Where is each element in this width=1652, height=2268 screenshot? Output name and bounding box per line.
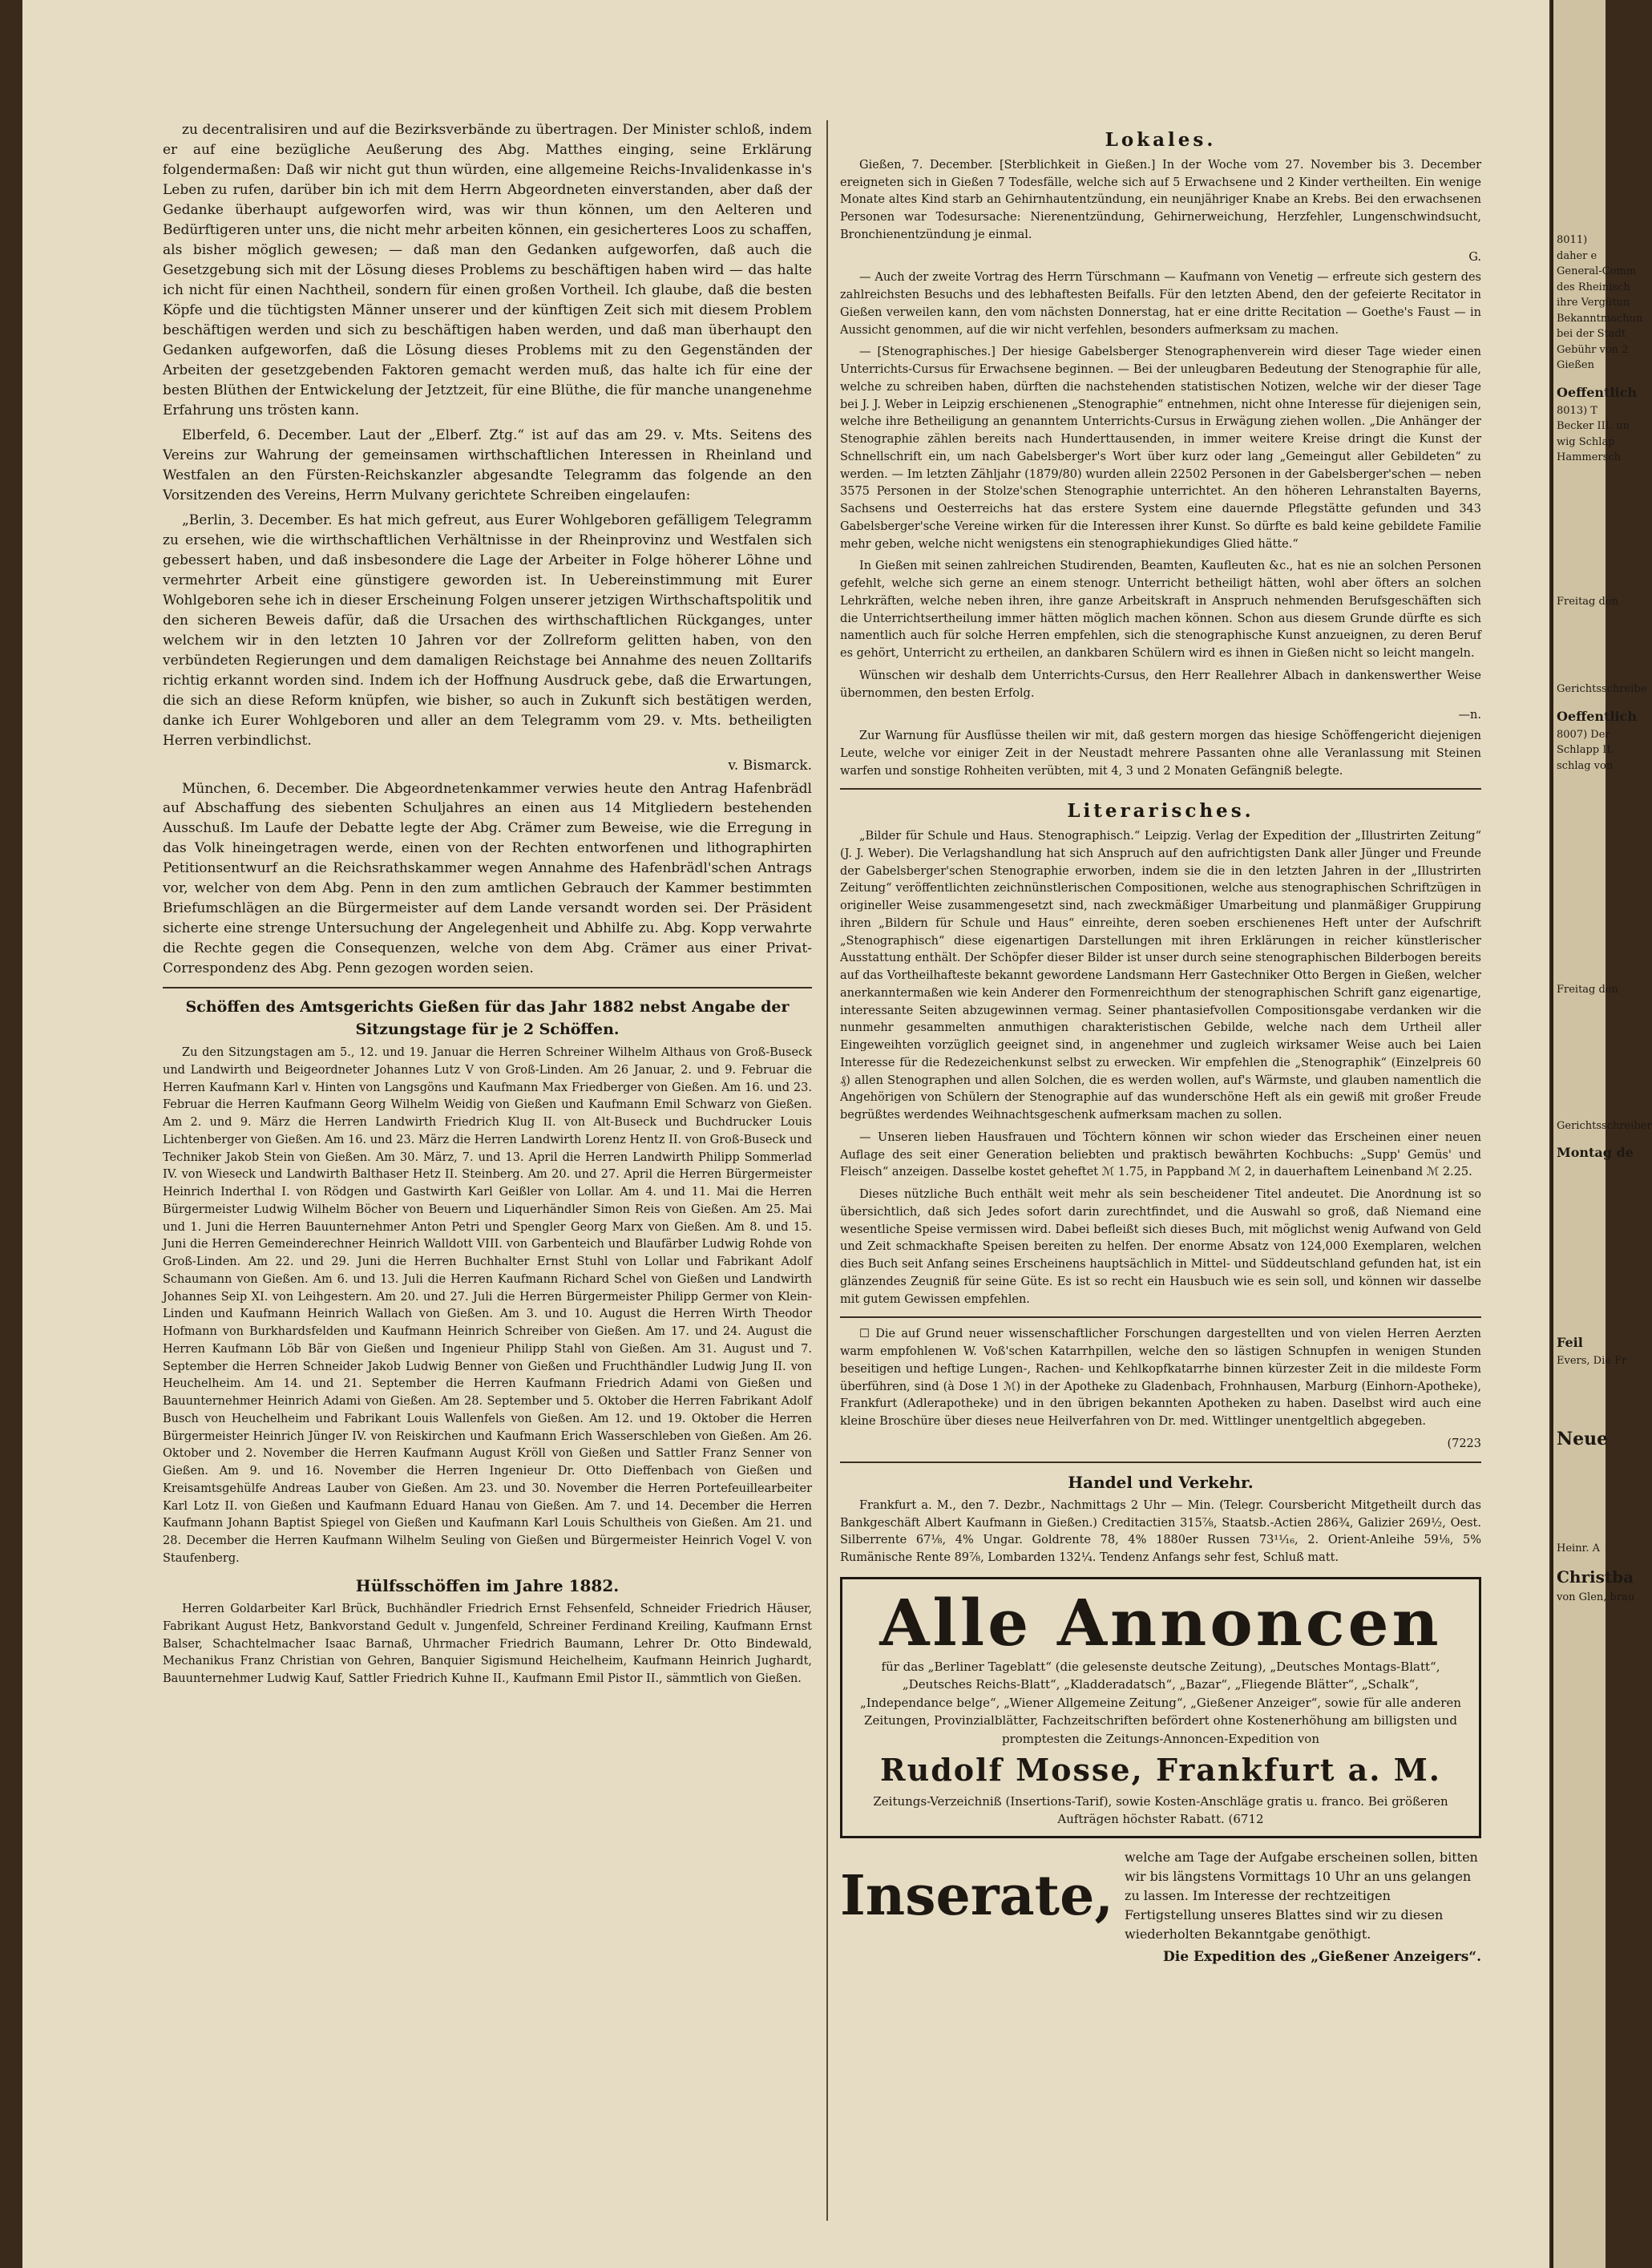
advertisement-mosse [840,1577,1481,1838]
ad-number: (7223 [1447,1437,1481,1450]
heading-huelfsschoeffen: Hülfsschöffen im Jahre 1882. [355,1575,620,1595]
edge-line: Gießen [1557,359,1594,371]
paragraph-elberfeld: Elberfeld, 6. December. Laut der „Elberf. Ztg.“ ist auf das am 29. v. Mts. Seitens des Vereins zur Wahrung der gemeinsamen wirthschaftlichen Interessen in Rheinland und Westfalen an den Fürsten-Reichskanzler abgesandte Telegramm das folgende an den Vorsitzenden des Vereins, Herrn Mulvany gerichtete Schreiben eingelaufen: [163,427,812,503]
signature-expedition: Die Expedition des „Gießener Anzeigers“. [1163,1949,1481,1966]
edge-heading: Neue [1557,1428,1609,1449]
edge-line: 8013) T [1557,404,1597,417]
heading-lokales: Lokales. [1105,129,1217,151]
edge-heading: Oeffentlich [1557,384,1637,400]
paragraph-katarrhpillen: ☐ Die auf Grund neuer wissenschaftlicher Forschungen dargestellten und von vielen Herren Aerzten warm empfohlenen W. Voß'schen Katarrhpillen, welche den so lästigen Schnupfen in wenigen Stunden beseitigen und heftige Lungen-, Rachen- und Kehlkopfkatarrhe binnen kürzester Zeit in die mildeste Form überführen, sind (à Dose 1 ℳ) in der Apotheke zu Gladenbach, Frohnhausen, Marburg (Einhorn-Apotheke), Frankfurt (Adlerapotheke) und in den übrigen bekannten Apotheken zu haben. Daselbst wird auch eine kleine Broschüre über dieses neue Heilverfahren von Dr. med. Wittlinger unentgeltlich abgegeben. [840,1328,1481,1429]
signature-n: —n. [1458,709,1481,722]
paragraph-sterblichkeit: Gießen, 7. December. [Sterblichkeit in Gießen.] In der Woche vom 27. November bis 3. December ereigneten sich in Gießen 7 Todesfälle, welche sich auf 5 Erwachsene und 2 Kinder vertheilten. Ein wenige Monate altes Kind starb an Gehirnhautentzündung, ein neunjähriger Knabe an Krebs. Bei den erwachsenen Personen war Todesursache: Nierenentzündung, Gehirnerweichung, Herzfehler, Lungenschwindsucht, Bronchienentzündung je einmal. [840,158,1481,241]
edge-line: des Rheinisch [1557,281,1630,293]
paragraph-stenographie-3: Wünschen wir deshalb dem Unterrichts-Cursus, den Herr Reallehrer Albach in dankenswerther Weise übernommen, den besten Erfolg. [840,669,1481,700]
edge-line: wig Schlap [1557,435,1615,448]
edge-line: Becker III. un [1557,420,1630,432]
edge-line: Hammersch [1557,451,1621,463]
edge-line: schlag von [1557,759,1614,772]
edge-line: Evers, Die Fr [1557,1355,1627,1367]
paragraph-vortrag: — Auch der zweite Vortrag des Herrn Türschmann — Kaufmann von Venetig — erfreute sich gestern des zahlreichsten Besuchs und des lebhaftesten Beifalls. Für den letzten Abend, den der gefeierte Recitator in Gießen verweilen kann, den vom nächsten Donnerstag, hat er eine dritte Recitation — Goethe's Faust — in Aussicht genommen, auf die wir nicht verfehlen, besonders aufmerksam zu machen. [840,271,1481,337]
newspaper-page [22,0,1549,2268]
edge-line: daher e [1557,249,1597,262]
edge-line: von Glen, brau [1557,1591,1635,1603]
heading-schoeffen: Schöffen des Amtsgerichts Gießen für das Jahr 1882 nebst Angabe der Sitzungstage für je 2 Schöffen. [185,998,790,1039]
paragraph-muenchen: München, 6. December. Die Abgeordnetenkammer verwies heute den Antrag Hafenbrädl auf Abschaffung des siebenten Schuljahres an einen aus 14 Mitgliedern bestehenden Ausschuß. Im Laufe der Debatte legte der Abg. Crämer zum Beweise, wie die Erregung in das Volk hineingetragen werde, einen von der Rechten entworfenen und lithographirten Petitionsentwurf an die Reichsrathskammer wegen Annahme des Hafenbrädl'schen Antrags vor, welcher von dem Abg. Penn in den zum amtlichen Gebrauch der Kammer bestimmten Briefumschlägen an die Bürgermeister auf dem Lande versandt worden sei. Der Präsident sicherte eine strenge Untersuchung der Angelegenheit und Abhilfe zu. Abg. Kopp verwahrte die Rechte gegen die Consequenzen, welche von dem Abg. Crämer aus einer Privat-Correspondenz des Abg. Penn gezogen worden seien. [163,780,812,977]
edge-line: Schlapp II. [1557,744,1614,756]
edge-line: 8007) Der [1557,728,1610,741]
paragraph-warnung: Zur Warnung für Ausflüsse theilen wir mit, daß gestern morgen das hiesige Schöffengericht diejenigen Leute, welche vor einiger Zeit in der Neustadt mehrere Passanten ohne alle Veranlassung mit Steinen warfen und sonstige Rohheiten verübten, mit 4, 3 und 2 Monaten Gefängniß belegte. [840,730,1481,778]
edge-line: Gerichtsschreibe [1557,683,1647,695]
middle-column [840,120,1481,1971]
inserate-title: Inserate, [840,1864,1114,1929]
ad-company: Rudolf Mosse, Frankfurt a. M. [879,1752,1442,1789]
paragraph-bismarck-letter: „Berlin, 3. December. Es hat mich gefreut, aus Eurer Wohlgeboren gefälligem Telegramm zu ersehen, wie die wirthschaftlichen Verhältnisse in der Rheinprovinz und Westfalen sich gebessert haben, und daß insbesondere die Lage der Arbeiter in Folge höherer Löhne und vermehrter Arbeit eine günstigere geworden ist. In Uebereinstimmung mit Eurer Wohlgeboren sehe ich in dieser Erscheinung Folgen unserer jetzigen Wirthschaftspolitik und den sicheren Beweis dafür, daß die Ursachen des wirthschaftlichen Rückganges, unter welchem wir in den letzten 10 Jahren vor der Zollreform gelitten haben, von den verbündeten Regierungen und dem damaligen Reichstage bei Annahme des neuen Zolltarifs richtig erkannt worden sind. Indem ich der Hoffnung Ausdruck gebe, daß die Erwartungen, die sich an diese Reform knüpfen, wie bisher, so auch in Zukunft sich bestätigen werden, danke ich Eurer Wohlgeboren und aller an dem Telegramm vom 29. v. Mts. betheiligten Herren verbindlichst. [163,511,812,749]
paragraph-kurse: Frankfurt a. M., den 7. Dezbr., Nachmittags 2 Uhr — Min. (Telegr. Coursbericht Mitgetheilt durch das Bankgeschäft Albert Kaufmann in Gießen.) Creditactien 315⅞, Staatsb.-Actien 286¾, Galizier 269½, Oest. Silberrente 67⅛, 4% Ungar. Goldrente 78, 4% 1880er Russen 73¹¹⁄₁₆, 2. Orient-Anleihe 59⅛, 5% Rumänische Rente 89⅞, Lombarden 132¼. Tendenz Anfangs sehr fest, Schluß matt. [840,1498,1481,1565]
edge-line: Freitag den [1557,984,1618,996]
edge-heading: Montag de [1557,1145,1634,1160]
divider [840,1461,1481,1463]
edge-line: Gebühr von 2 [1557,343,1629,356]
column-rule [826,120,828,2221]
divider [840,788,1481,790]
edge-line: 8011) [1557,234,1588,246]
heading-handel: Handel und Verkehr. [1068,1472,1254,1492]
signature-g: G. [1468,250,1481,264]
paragraph-minister: zu decentralisiren und auf die Bezirksverbände zu übertragen. Der Minister schloß, indem er auf eine bezügliche Aeußerung des Abg. Matthes einging, seine Erklärung folgendermaßen: Daß wir nicht gut thun würden, eine allgemeine Reichs-Invalidenkasse in's Leben zu rufen, darüber bin ich mit dem Herrn Abgeordneten einverstanden, aber daß der Gedanke überhaupt aufgeworfen wird, was wir thun können, um den Aelteren und Bedürftigeren unter uns, die nicht mehr arbeiten können, ein gesicherteres Loos zu schaffen, als bisher möglich gewesen; — daß man den Gedanken aufgeworfen, daß auch die Gesetzgebung sich mit der Lösung dieses Problems zu beschäftigen haben wird — das halte ich nicht für einen Nachtheil, sondern für einen großen Vortheil. Ich glaube, daß die besten Köpfe und die tüchtigsten Männer unserer und der künftigen Zeit sich mit diesem Problem beschäftigen werden und sich zu beschäftigen haben werden, und daß man überhaupt den Gedanken aufgeworfen, daß die Lösung dieses Problems mit zu den Gegenständen der Arbeiten der gesetzgebenden Faktoren gemacht werden muß, das halte ich für eine der besten Blüthen der Entwickelung der Jetztzeit, für eine Blüthe, die für manche unangenehme Erfahrung uns trösten kann. [163,122,812,418]
edge-line: bei der Stadt [1557,328,1626,340]
edge-heading: Feil [1557,1335,1583,1350]
left-column [163,120,812,1693]
edge-line: Gerichtsschreiber [1557,1119,1652,1132]
edge-line: ihre Vergütun [1557,297,1630,309]
ad-footer: Zeitungs-Verzeichniß (Insertions-Tarif), sowie Kosten-Anschläge gratis u. franco. Bei größeren Aufträgen höchster Rabatt. (6712 [873,1794,1448,1827]
ad-body: für das „Berliner Tageblatt“ (die gelesenste deutsche Zeitung), „Deutsches Montags-Blatt“, „Deutsches Reichs-Blatt“, „Kladderadatsch“, „Bazar“, „Fliegende Blätter“, „Schalk“, „Independance belge“, „Wiener Allgemeine Zeitung“, „Gießener Anzeiger“, sowie für alle anderen Zeitungen, Provinzialblätter, Fachzeitschriften befördert ohne Kostenerhöhung am billigsten und promptesten die Zeitungs-Annoncen-Expedition von [860,1659,1461,1746]
edge-line: Heinr. A [1557,1542,1600,1554]
signature-bismarck: v. Bismarck. [728,757,812,774]
schoeffen-list: Zu den Sitzungstagen am 5., 12. und 19. Januar die Herren Schreiner Wilhelm Althaus von Groß-Buseck und Landwirth und Beigeordneter Johannes Lutz V von Groß-Linden. Am 26 Januar, 2. und 9. Februar die Herren Kaufmann Karl v. Hinten von Langsgöns und Kaufmann Max Friedberger von Gießen. Am 16. und 23. Februar die Herren Kaufmann Georg Wilhelm Weidig von Gießen und Kaufmann Emil Schwarz von Gießen. Am 2. und 9. März die Herren Landwirth Friedrich Klug II. von Alt-Buseck und Buchdrucker Louis Lichtenberger von Gießen. Am 16. und 23. März die Herren Landwirth Lorenz Hentz II. von Groß-Buseck und Techniker Jakob Stein von Gießen. Am 30. März, 7. und 13. April die Herren Landwirth Philipp Sommerlad IV. von Wieseck und Landwirth Balthaser Hetz II. Steinberg. Am 20. und 27. April die Herren Bürgermeister Heinrich Inderthal I. von Rödgen und Gastwirth Karl Geißler von Lollar. Am 4. und 11. Mai die Herren Bürgermeister Ludwig Wilhelm Böcher von Beuern und Liquerhändler Simon Reis von Gießen. Am 25. Mai und 1. Juni die Herren Bauunternehmer Anton Petri und Spengler Georg Marx von Gießen. Am 8. und 15. Juni die Herren Gemeinderechner Heinrich Walldott VIII. von Garbenteich und Blaufärber Ludwig Rohde von Groß-Linden. Am 22. und 29. Juni die Herren Buchhalter Ernst Stuhl von Lollar und Fabrikant Adolf Schaumann von Gießen. Am 6. und 13. Juli die Herren Kaufmann Richard Schel von Gießen und Landwirth Johannes Seip XI. von Leihgestern. Am 20. und 27. Juli die Herren Bürgermeister Philipp Germer von Klein-Linden und Kaufmann Heinrich Wallach von Gießen. Am 3. und 10. August die Herren Wirth Theodor Hofmann von Burkhardsfelden und Kaufmann Heinrich Schreiber von Gießen. Am 17. und 24. August die Herren Kaufmann Löb Bär von Gießen und Ingenieur Philipp Stahl von Gießen. Am 31. August und 7. September die Herren Schneider Jakob Ludwig Benner von Gießen und Fruchthändler Ludwig Jung II. von Heuchelheim. Am 14. und 21. September die Herren Kaufmann Friedrich Adami von Gießen und Bauunternehmer Heinrich Adami von Gießen. Am 28. September und 5. Oktober die Herren Fabrikant Adolf Busch von Heuchelheim und Fabrikant Louis Wallenfels von Gießen. Am 12. und 19. Oktober die Herren Bürgermeister Heinrich Jünger IV. von Reiskirchen und Kaufmann Erich Wasserschleben von Gießen. Am 26. Oktober und 2. November die Herren Kaufmann August Kröll von Gießen und Sattler Franz Senner von Gießen. Am 9. und 16. November die Herren Ingenieur Dr. Otto Dieffenbach von Gießen und Kreisamtsgehülfe Andreas Lauber von Gießen. Am 23. und 30. November die Herren Portefeuillearbeiter Karl Lotz II. von Gießen und Kaufmann Eduard Hanau von Gießen. Am 7. und 14. December die Herren Kaufmann Johann Baptist Spiegel von Gießen und Kaufmann Karl Louis Schultheis von Gießen. Am 21. und 28. December die Herren Kaufmann Wilhelm Seuling von Gießen und Bürgermeister Heinrich Vogel V. von Staufenberg. [163,1046,812,1565]
divider [840,1316,1481,1318]
paragraph-stenographie-2: In Gießen mit seinen zahlreichen Studirenden, Beamten, Kaufleuten &c., hat es nie an solchen Personen gefehlt, welche sich gerne an einem stenogr. Unterricht betheiligt hätten, wohl aber öfters an solchen Lehrkräften, welche neben ihren, ihre ganze Arbeitskraft in Anspruch nehmenden Berufsgeschäften sich die Unterrichtsertheilung immer hätten möglich machen können. Schon aus diesem Grunde dürfte es sich namentlich auch für solche Herren empfehlen, sich die stenographische Kunst anzueignen, zu deren Beruf es gehört, Unterricht zu ertheilen, an dankbaren Schülern wird es ihnen in Gießen nicht so leicht mangeln. [840,560,1481,661]
huelfsschoeffen-list: Herren Goldarbeiter Karl Brück, Buchhändler Friedrich Ernst Fehsenfeld, Schneider Friedrich Häuser, Fabrikant August Hetz, Bankvorstand Gedult v. Jungenfeld, Schreiner Ferdinand Kreiling, Kaufmann Ernst Balser, Schachtelmacher Isaac Barnaß, Uhrmacher Friedrich Baumann, Lehrer Dr. Otto Bindewald, Mechanikus Franz Christian von Gehren, Banquier Sigismund Heichelheim, Kaufmann Heinrich Jughardt, Bauunternehmer Ludwig Kauf, Sattler Friedrich Kuhne II., Kaufmann Emil Pistor II., sämmtlich von Gießen. [163,1603,812,1686]
advertisement-inserate [840,1848,1481,1944]
paragraph-bilder: „Bilder für Schule und Haus. Stenographisch.“ Leipzig. Verlag der Expedition der „Illustrirten Zeitung“ (J. J. Weber). Die Verlagshandlung hat sich Anspruch auf den aufrichtigsten Dank aller Jünger und Freunde der Gabelsberger'schen Stenographie erworben, indem sie die in den letzten Jahren in der „Illustrirten Zeitung“ veröffentlichten zeichnünstlerischen Compositionen, welche aus stenographischen Schriftzügen in origineller Weise zusammengesetzt sind, nach zweckmäßiger Umarbeitung und planmäßiger Gruppirung ihren „Bildern für Schule und Haus“ einreihte, deren soeben erschienenes Heft unter der Aufschrift „Stenographisch“ diese eigenartigen Darstellungen mit ihren Erklärungen in reicher künstlerischer Ausstattung enthält. Der Schöpfer dieser Bilder ist unser durch seine stenographischen Bilderbogen bereits auf das Vortheilhafteste bekannt gewordene Landsmann Herr Gastechniker Otto Bergen in Gießen, welcher anerkanntermaßen wie kein Anderer den Formenreichthum der stenographischen Schrift ganz eigenartige, interessante Seiten abzugewinnen vermag. Seiner phantasiefvollen Compositionsgabe verdanken wir die nunmehr gesammelten anmuthigen charakteristischen Gebilde, welche nach dem Urtheil aller Eingeweihten vorzüglich geeignet sind, in angenehmer und zugleich wirksamer Weise auch bei Laien Interesse für die Redezeichenkunst selbst zu erwecken. Wir empfehlen die „Stenographik“ (Einzelpreis 60 ₰) allen Stenographen und allen Solchen, die es werden wollen, auf's Wärmste, und glauben namentlich die Angehörigen von Schülern der Stenographie auf das wunderschöne Heft als ein gewiß mit großer Freude begrüßtes werdendes Weihnachtsgeschenk aufmerksam machen zu sollen. [840,830,1481,1122]
paragraph-stenographie: — [Stenographisches.] Der hiesige Gabelsberger Stenographenverein wird dieser Tage wieder einen Unterrichts-Cursus für Erwachsene beginnen. — Bei der unleugbaren Bedeutung der Stenographie für alle, welche zu schreiben haben, dürften die nachstehenden statistischen Notizen, welche wir der dieser Tage bei J. J. Weber in Leipzig erschienenen „Stenographie“ entnehmen, nicht ohne Interesse für diejenigen sein, welche ihre Betheiligung an genanntem Unterrichts-Cursus in Erwägung ziehen wollen. „Die Anhänger der Stenographie zählen bereits nach Hunderttausenden, in immer weitere Kreise dringt die Kunst der Schnellschrift ein, um nach Gabelsberger's Wort über kurz oder lang „Gemeingut aller Gebildeten“ zu werden. — Im letzten Zähljahr (1879/80) wurden allein 22502 Personen in der Gabelsberger'schen — neben 3575 Personen in der Stolze'schen Stenographie unterrichtet. An den höheren Lehranstalten Bayerns, Sachsens und Oesterreichs hat das erstere System eine dauernde Pflegstätte gefunden und 343 Gabelsberger'sche Vereine wirken für die Interessen ihrer Kunst. So dürfte es bald keine gebildete Familie mehr geben, welche nicht wenigstens ein stenographiekundiges Glied hätte.“ [840,346,1481,551]
edge-line: General-Comm [1557,265,1637,277]
ad-title: Alle Annoncen [879,1584,1442,1660]
edge-heading: Oeffentlich [1557,708,1637,724]
edge-line: Bekanntmachun [1557,312,1643,325]
next-page-edge [1551,0,1652,2268]
paragraph-kochbuch: — Unseren lieben Hausfrauen und Töchtern können wir schon wieder das Erscheinen einer neuen Auflage des seit einer Generation beliebten und praktisch bewährten Kochbuchs: „Supp' Gemüs' und Fleisch“ anzeigen. Dasselbe kostet geheftet ℳ 1.75, in Pappband ℳ 2, in dauerhaftem Leinenband ℳ 2.25. [840,1130,1481,1179]
divider [163,987,812,988]
heading-literarisches: Literarisches. [1067,800,1254,823]
edge-heading: Christba [1557,1567,1634,1587]
inserate-body: welche am Tage der Aufgabe erscheinen sollen, bitten wir bis längstens Vormittags 10 Uhr an uns gelangen zu lassen. Im Interesse der rechtzeitigen Fertigstellung unseres Blattes sind wir zu diesen wiederholten Bekanntgabe genöthigt. [1125,1850,1478,1943]
edge-line: Freitag den [1557,595,1618,608]
paragraph-kochbuch-2: Dieses nützliche Buch enthält weit mehr als sein bescheidener Titel andeutet. Die Anordnung ist so übersichtlich, daß sich Jedes sofort darin zurechtfindet, und die Auswahl so groß, daß Niemand eine wesentliche Speise vermissen wird. Dabei befleißt sich dieses Buch, mit möglichst wenig Aufwand von Geld und Zeit schmackhafte Speisen bereiten zu helfen. Der enorme Absatz von 124,000 Exemplaren, welchen dies Buch seit Anfang seines Erscheinens hauptsächlich in Mittel- und Süddeutschland gefunden hat, ist ein glänzendes Zeugniß für seine Güte. Es ist so recht ein Hausbuch wie es sein soll, und können wir dasselbe mit gutem Gewissen empfehlen. [840,1188,1481,1306]
